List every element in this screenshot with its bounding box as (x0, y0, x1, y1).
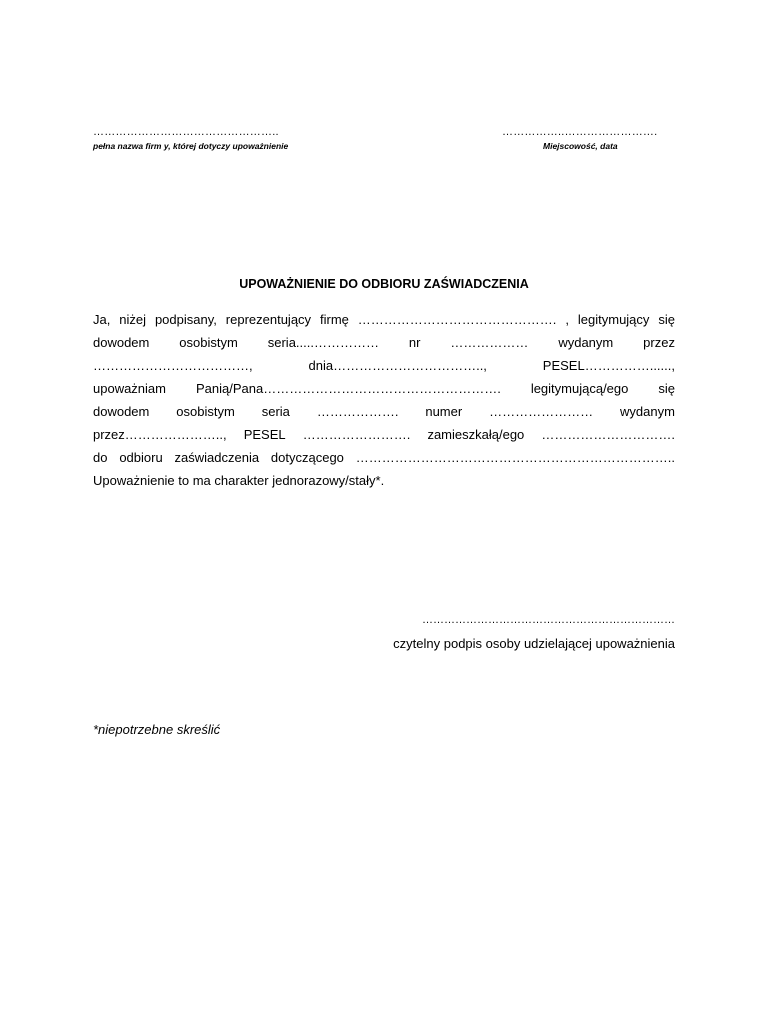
body-word: PESEL (243, 427, 286, 442)
body-word: PESEL……………......, (542, 358, 675, 373)
body-word: ………………. (316, 404, 399, 419)
body-word: , (565, 312, 569, 327)
document-title: UPOWAŻNIENIE DO ODBIORU ZAŚWIADCZENIA (239, 277, 529, 291)
body-word: upoważniam (93, 381, 166, 396)
body-word: Ja, (93, 312, 111, 327)
body-word: wydanym (558, 335, 614, 350)
body-word: odbioru (119, 450, 163, 465)
place-date-caption: Miejscowość, data (543, 141, 618, 151)
body-word: …………………… (489, 404, 594, 419)
body-word: ……………… (450, 335, 529, 350)
body-word: ………………………………, (93, 358, 253, 373)
body-word: dnia…………………………….., (308, 358, 487, 373)
body-word: seria.....…………… (267, 335, 379, 350)
body-word: niżej (119, 312, 147, 327)
body-word: numer (425, 404, 463, 419)
body-word: firmę (319, 312, 349, 327)
body-word: się (658, 312, 675, 327)
body-word: wydanym (620, 404, 675, 419)
body-word: nr (408, 335, 421, 350)
body-word: do (93, 450, 108, 465)
body-word: dowodem (93, 335, 150, 350)
body-word: legitymującą/ego (530, 381, 629, 396)
company-name-caption: pełna nazwa firm y, której dotyczy upoważnienie (93, 141, 289, 151)
body-word: przez (643, 335, 675, 350)
body-word: osobistym (176, 404, 235, 419)
body-word: ………………………………………. (357, 312, 557, 327)
footnote: *niepotrzebne skreślić (93, 722, 221, 737)
body-word: zamieszkałą/ego (427, 427, 525, 442)
signature-caption: czytelny podpis osoby udzielającej upoważnienia (393, 636, 675, 651)
body-word: ……………………. (302, 427, 411, 442)
body-word: się (658, 381, 675, 396)
body-word: zaświadczenia (174, 450, 260, 465)
body-word: podpisany, (154, 312, 217, 327)
signature-placeholder: …………………………………………………………… (422, 614, 675, 626)
body-line (93, 426, 675, 449)
body-line-last: Upoważnienie to ma charakter jednorazowy/stały*. (93, 473, 385, 488)
authorization-body (93, 311, 675, 495)
body-line (93, 403, 675, 426)
body-word: Panią/Pana………………………………………………. (195, 381, 501, 396)
body-line (93, 357, 675, 380)
body-word: seria (261, 404, 290, 419)
company-name-placeholder: ………………………………………….. (93, 126, 279, 138)
body-word: legitymujący (577, 312, 650, 327)
body-line (93, 449, 675, 472)
body-line (93, 380, 675, 403)
body-line (93, 311, 675, 334)
body-word: dotyczącego (270, 450, 344, 465)
body-word: reprezentujący (225, 312, 312, 327)
body-word: dowodem (93, 404, 150, 419)
place-date-placeholder: ……………..……………………. (502, 126, 658, 138)
body-word: …………………………. (541, 427, 675, 442)
body-word: przez………………….., (93, 427, 227, 442)
body-word: ……………………………………………………………….. (355, 450, 675, 465)
body-line (93, 334, 675, 357)
body-word: osobistym (179, 335, 238, 350)
